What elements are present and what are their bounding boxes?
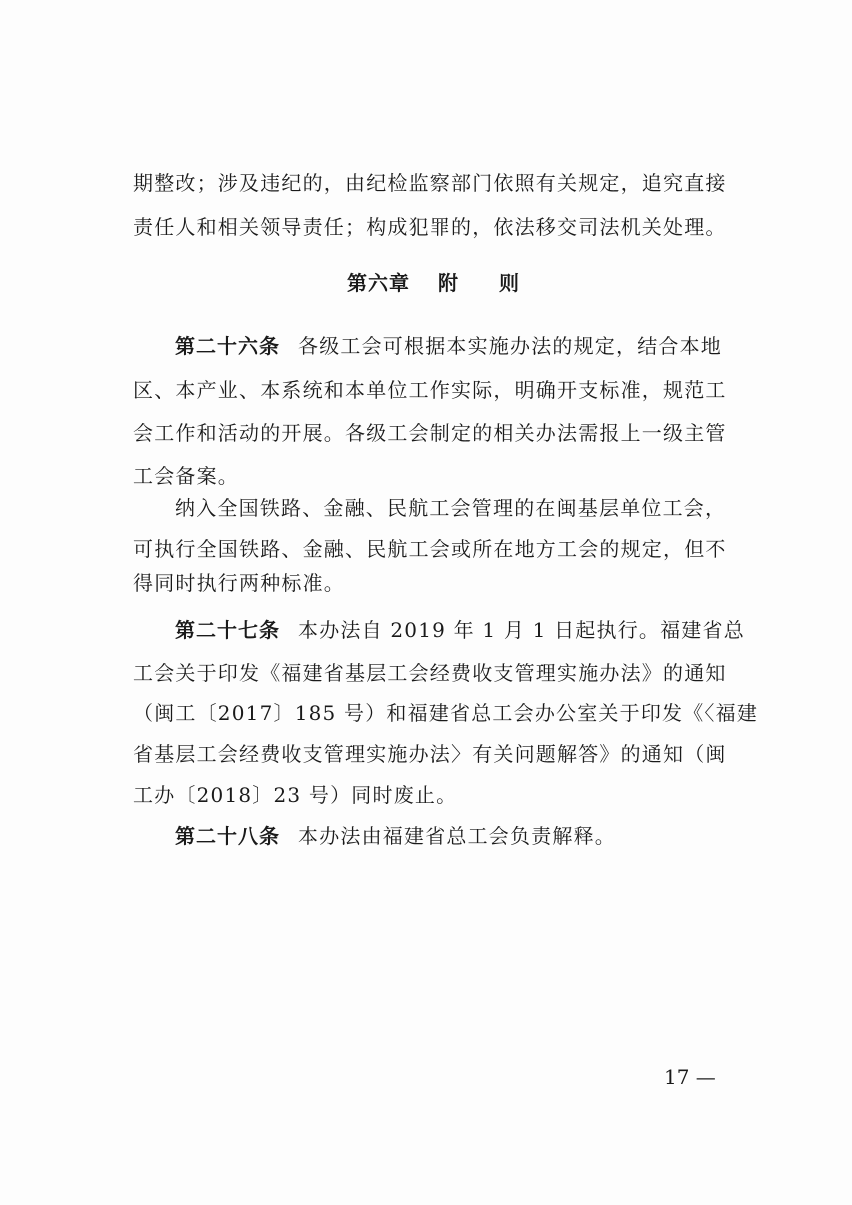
article-text: 本办法自 2019 年 1 月 1 日起执行。福建省总 (298, 618, 745, 642)
body-line: 期整改；涉及违纪的，由纪检监察部门依照有关规定，追究直接 (133, 171, 727, 195)
chapter-number: 第六章 (347, 271, 410, 295)
article-label: 第二十八条 (175, 824, 280, 848)
article-26-first-line (175, 333, 785, 359)
body-line: 工会关于印发《福建省基层工会经费收支管理实施办法》的通知 (133, 661, 727, 685)
body-line: 责任人和相关领导责任；构成犯罪的，依法移交司法机关处理。 (133, 215, 727, 239)
body-line: 得同时执行两种标准。 (133, 571, 345, 595)
body-line: 可执行全国铁路、金融、民航工会或所在地方工会的规定，但不 (133, 537, 727, 561)
body-line: 区、本产业、本系统和本单位工作实际，明确开支标准，规范工 (133, 378, 727, 402)
body-line: 会工作和活动的开展。各级工会制定的相关办法需报上一级主管 (133, 421, 727, 445)
page-number: 17 — (664, 1065, 716, 1089)
article-label: 第二十七条 (175, 618, 280, 642)
body-line: 省基层工会经费收支管理实施办法〉有关问题解答》的通知（闽 (133, 742, 727, 766)
article-28-first-line (175, 823, 785, 849)
body-line: 工办〔2018〕23 号）同时废止。 (133, 783, 458, 807)
chapter-title-part: 则 (499, 271, 520, 295)
paragraph-first-line: 纳入全国铁路、金融、民航工会管理的在闽基层单位工会， (175, 496, 727, 520)
article-text: 本办法由福建省总工会负责解释。 (298, 824, 616, 848)
article-27-first-line (175, 617, 785, 643)
article-text: 各级工会可根据本实施办法的规定，结合本地 (298, 334, 722, 358)
chapter-title-part: 附 (438, 271, 459, 295)
chapter-heading (347, 270, 520, 296)
article-label: 第二十六条 (175, 334, 280, 358)
body-line: 工会备案。 (133, 464, 239, 488)
body-line: （闽工〔2017〕185 号）和福建省总工会办公室关于印发《〈福建 (133, 701, 759, 725)
